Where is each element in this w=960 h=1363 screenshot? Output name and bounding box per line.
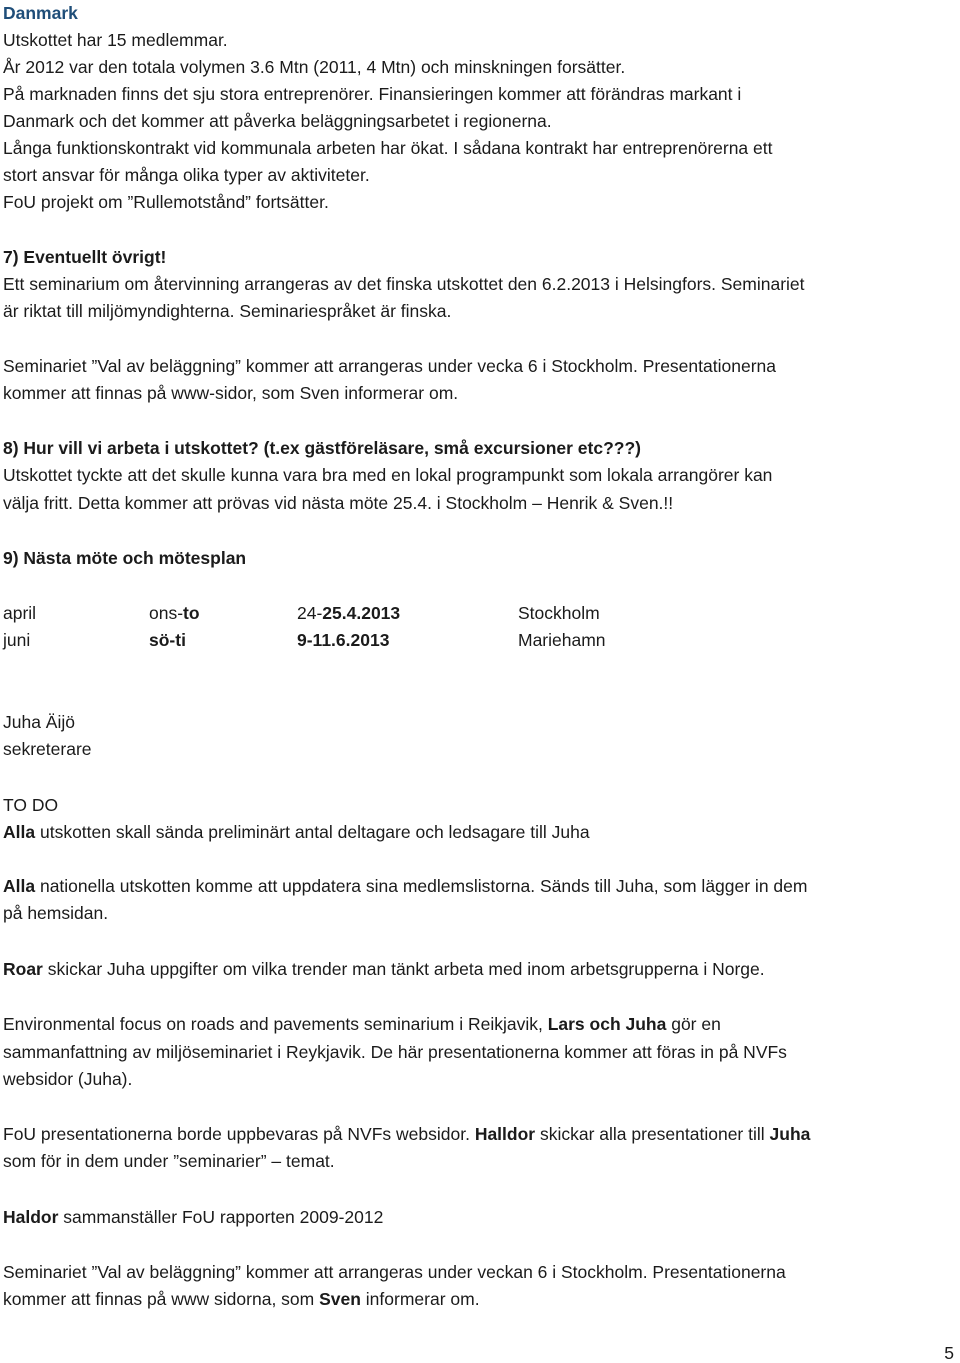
todo-item-7-line1: Seminariet ”Val av beläggning” kommer att arrangeras under veckan 6 i Stockholm. Presentationerna <box>3 1262 786 1282</box>
meeting-place: Stockholm <box>518 603 600 623</box>
todo-item-2-line2: på hemsidan. <box>3 903 109 923</box>
danmark-line-1: Utskottet har 15 medlemmar. <box>3 30 228 50</box>
danmark-line-6: stort ansvar för många olika typer av aktiviteter. <box>3 165 370 185</box>
section8-line1: Utskottet tyckte att det skulle kunna vara bra med en lokal programpunkt som lokala arrangörer kan <box>3 465 773 485</box>
meeting-days: ons-to <box>149 603 200 623</box>
signature-name: Juha Äijö <box>3 712 75 732</box>
heading-todo: TO DO <box>3 795 59 815</box>
todo-item-7-line2: kommer att finnas på www sidorna, som Sven informerar om. <box>3 1289 480 1309</box>
todo-item-6: Haldor sammanställer FoU rapporten 2009-2012 <box>3 1207 384 1227</box>
todo-item-4: Environmental focus on roads and pavements seminarium i Reikjavik, Lars och Juha gör en <box>3 1014 721 1034</box>
todo-item-4-line2: sammanfattning av miljöseminariet i Reykjavik. De här presentationerna kommer att föras in på NVFs <box>3 1042 787 1062</box>
danmark-line-5: Långa funktionskontrakt vid kommunala arbeten har ökat. I sådana kontrakt har entreprenörerna ett <box>3 138 773 158</box>
section7-para1-line2: är riktat till miljömyndighterna. Seminariespråket är finska. <box>3 301 452 321</box>
todo-item-2: Alla nationella utskotten komme att uppdatera sina medlemslistorna. Sänds till Juha, som lägger in dem <box>3 876 808 896</box>
meeting-days: sö-ti <box>149 630 186 650</box>
meeting-date: 9-11.6.2013 <box>297 630 390 650</box>
meeting-month: juni <box>3 630 31 650</box>
danmark-line-4: Danmark och det kommer att påverka beläggningsarbetet i regionerna. <box>3 111 552 131</box>
danmark-line-2: År 2012 var den totala volymen 3.6 Mtn (2011, 4 Mtn) och minskningen forsätter. <box>3 57 626 77</box>
meeting-month: april <box>3 603 37 623</box>
heading-section-8: 8) Hur vill vi arbeta i utskottet? (t.ex gästföreläsare, små excursioner etc???) <box>3 438 641 458</box>
danmark-line-3: På marknaden finns det sju stora entreprenörer. Finansieringen kommer att förändras markant i <box>3 84 742 104</box>
section8-line2: välja fritt. Detta kommer att prövas vid nästa möte 25.4. i Stockholm – Henrik & Sven.!! <box>3 493 674 513</box>
todo-item-5-line2: som för in dem under ”seminarier” – temat. <box>3 1151 335 1171</box>
section7-para2-line2: kommer att finnas på www-sidor, som Sven informerar om. <box>3 383 459 403</box>
todo-item-1: Alla utskotten skall sända preliminärt antal deltagare och ledsagare till Juha <box>3 822 590 842</box>
todo-item-5: FoU presentationerna borde uppbevaras på NVFs websidor. Halldor skickar alla presentationer till Juha <box>3 1124 811 1144</box>
heading-section-7: 7) Eventuellt övrigt! <box>3 247 167 267</box>
todo-item-3: Roar skickar Juha uppgifter om vilka trender man tänkt arbeta med inom arbetsgrupperna i Norge. <box>3 959 765 979</box>
todo-item-4-line3: websidor (Juha). <box>3 1069 133 1089</box>
heading-danmark: Danmark <box>3 3 78 23</box>
section7-para2-line1: Seminariet ”Val av beläggning” kommer att arrangeras under vecka 6 i Stockholm. Presentationerna <box>3 356 776 376</box>
danmark-line-7: FoU projekt om ”Rullemotstånd” fortsätter. <box>3 192 329 212</box>
meeting-place: Mariehamn <box>518 630 606 650</box>
section7-para1-line1: Ett seminarium om återvinning arrangeras av det finska utskottet den 6.2.2013 i Helsingfors. Seminariet <box>3 274 805 294</box>
meeting-date: 24-25.4.2013 <box>297 603 401 623</box>
heading-section-9: 9) Nästa möte och mötesplan <box>3 548 247 568</box>
page-number: 5 <box>944 1343 954 1363</box>
signature-role: sekreterare <box>3 739 92 759</box>
